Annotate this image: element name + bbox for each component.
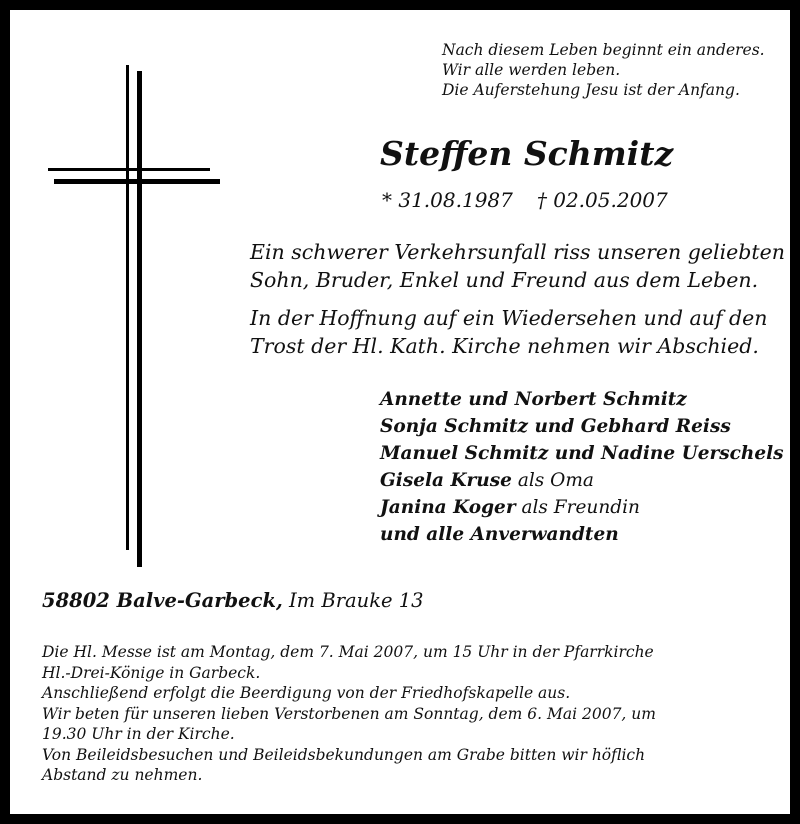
service-line: 19.30 Uhr in der Kirche. — [42, 725, 235, 743]
service-line: Die Hl. Messe ist am Montag, dem 7. Mai 2007, um 15 Uhr in der Pfarrkirche — [42, 643, 654, 661]
mourners-list — [380, 386, 784, 548]
mourner-role: als Freundin — [521, 497, 640, 518]
birth-date: * 31.08.1987 — [382, 188, 513, 212]
deceased-name: Steffen Schmitz — [380, 134, 674, 173]
motto-verse — [442, 40, 765, 100]
cross-horizontal-bar-top — [48, 168, 210, 171]
mourner-name: Gisela Kruse — [380, 470, 512, 491]
mourner-name: Annette und Norbert Schmitz — [380, 389, 687, 410]
service-line: Wir beten für unseren lieben Verstorbenen am Sonntag, dem 6. Mai 2007, um — [42, 704, 656, 723]
address-place: 58802 Balve-Garbeck, — [42, 589, 283, 612]
service-information — [42, 642, 656, 786]
cross-vertical-bar-left — [126, 65, 129, 550]
mourner-role: als Oma — [517, 470, 594, 491]
family-address — [42, 588, 424, 614]
service-line: Anschließend erfolgt die Beerdigung von der Friedhofskapelle aus. — [42, 684, 571, 702]
service-line: Hl.-Drei-Könige in Garbeck. — [42, 663, 261, 682]
death-date: † 02.05.2007 — [536, 188, 668, 212]
mourner-name: Janina Koger — [380, 497, 516, 518]
life-dates — [382, 186, 668, 214]
service-line: Von Beileidsbesuchen und Beileidsbekundungen am Grabe bitten wir höflich — [42, 745, 646, 764]
message-line: Ein schwerer Verkehrsunfall riss unseren geliebten — [250, 240, 785, 264]
message-paragraph-1 — [250, 238, 785, 294]
mourner-line — [380, 386, 784, 413]
address-street: Im Brauke 13 — [288, 589, 424, 612]
service-line: Abstand zu nehmen. — [42, 766, 203, 784]
motto-line: Wir alle werden leben. — [442, 61, 621, 79]
message-line: Sohn, Bruder, Enkel und Freund aus dem Leben. — [250, 268, 759, 292]
mourner-line — [380, 467, 784, 494]
cross-icon — [48, 65, 220, 567]
mourner-line — [380, 440, 784, 467]
mourner-name: Sonja Schmitz und Gebhard Reiss — [380, 416, 731, 437]
motto-line: Die Auferstehung Jesu ist der Anfang. — [442, 81, 740, 99]
message-paragraph-2 — [250, 304, 768, 360]
mourner-line — [380, 494, 784, 521]
message-line: Trost der Hl. Kath. Kirche nehmen wir Abschied. — [250, 334, 759, 358]
mourner-name: und alle Anverwandten — [380, 524, 619, 545]
mourner-line — [380, 413, 784, 440]
mourner-name: Manuel Schmitz und Nadine Uerschels — [380, 443, 784, 464]
message-line: In der Hoffnung auf ein Wiedersehen und auf den — [250, 306, 768, 330]
cross-horizontal-bar-bottom — [54, 179, 220, 184]
mourner-line — [380, 521, 784, 548]
cross-vertical-bar-right — [137, 71, 142, 567]
motto-line: Nach diesem Leben beginnt ein anderes. — [442, 41, 765, 59]
